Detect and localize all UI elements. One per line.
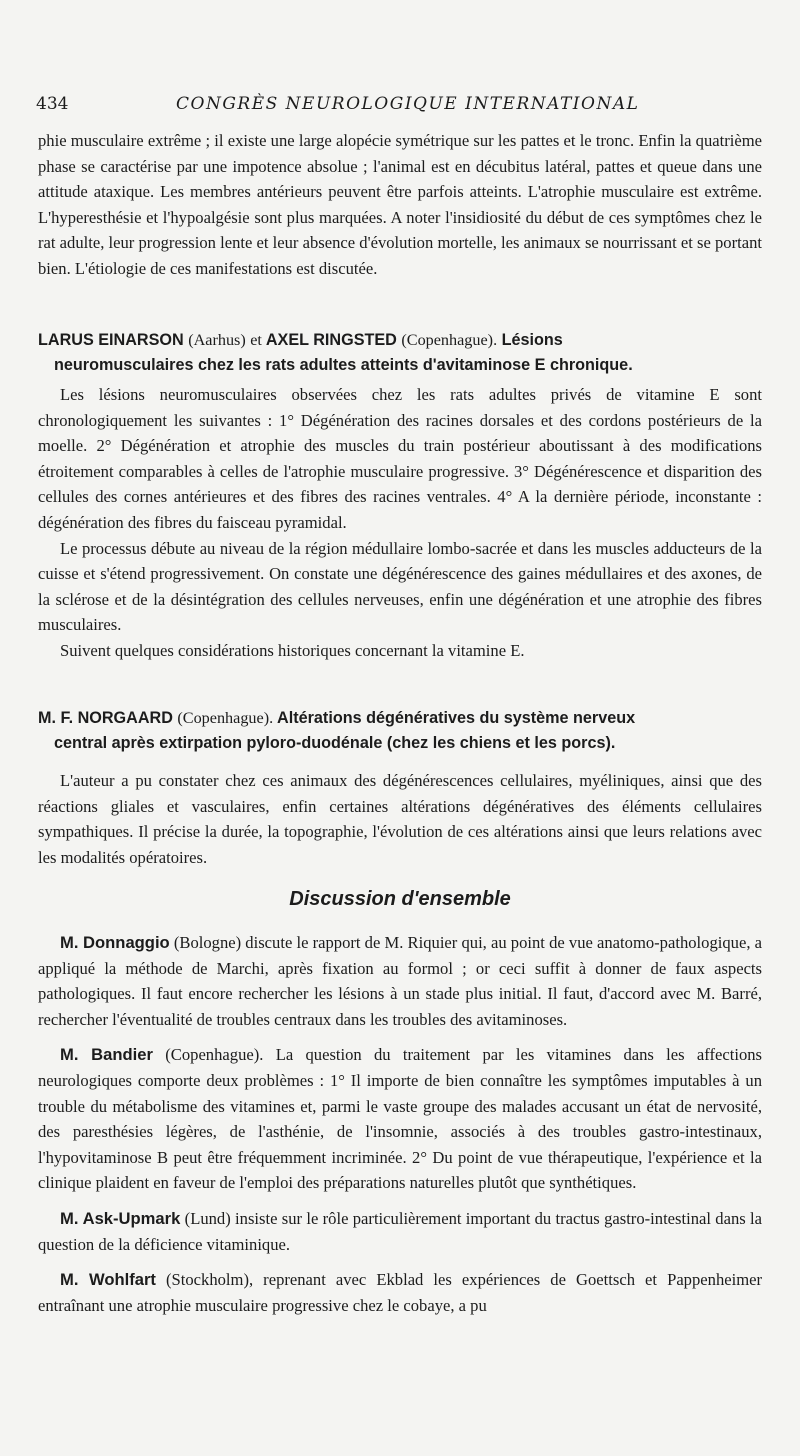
communication-heading: [38, 328, 762, 378]
author-location: (Copenhague).: [401, 331, 498, 349]
discussion-text: (Bologne) discute le rapport de M. Riquier qui, au point de vue anatomo-pathologique, a appliqué la méthode de Marchi, après fixation au formol ; or ceci suffit à donner de faux aspects pathologiques. Il faut encore rechercher les lésions à un stade plus initial. Il faut, d'accord avec M. Barré, rechercher l'éventualité de troubles centraux dans les troubles des avitaminoses.: [38, 933, 762, 1029]
author-conjunction: et: [250, 331, 262, 349]
communication-title: neuromusculaires chez les rats adultes atteints d'avitaminose E chronique.: [54, 356, 633, 374]
communication-norgaard: [38, 706, 762, 870]
running-title: CONGRÈS NEUROLOGIQUE INTERNATIONAL: [176, 94, 640, 114]
communication-title: (chez les chiens et les porcs).: [386, 734, 616, 752]
intro-paragraph: phie musculaire extrême ; il existe une large alopécie symétrique sur les pattes et le tronc. Enfin la quatrième phase se caractérise par une impotence absolue ; l'animal est en décubitus latéral, pattes et queue dans une attitude ataxique. Les membres antérieurs peuvent être parfois atteints. L'atrophie musculaire est extrême. L'hyperesthésie et l'hypoalgésie sont plus marquées. A noter l'insidiosité du début de ces symptômes chez le rat adulte, leur progression lente et leur absence d'évolution mortelle, les animaux se nourrissant et se portant bien. L'étiologie de ces manifestations est discutée.: [38, 131, 762, 278]
author-location: (Copenhague).: [177, 709, 274, 727]
communication-heading: [38, 706, 762, 756]
discussion-entry: [38, 1042, 762, 1196]
body-paragraph: Suivent quelques considérations historiques concernant la vitamine E.: [60, 640, 525, 660]
author-name: AXEL RINGSTED: [265, 331, 397, 349]
discussion-section: [38, 930, 762, 1318]
communication-einarson-ringsted: [38, 328, 762, 664]
intro-section: [38, 128, 762, 282]
discussion-text: (Lund) insiste sur le rôle particulièrement important du tractus gastro-intestinal dans la question de la déficience vitaminique.: [38, 1208, 763, 1254]
speaker-name: M. Ask-Upmark: [60, 1208, 181, 1228]
communication-title: Lésions: [501, 331, 563, 349]
author-location: (Aarhus): [188, 331, 246, 349]
speaker-name: M. Donnaggio: [60, 933, 170, 952]
page-header: [36, 90, 764, 120]
speaker-name: M. Wohlfart: [60, 1270, 156, 1290]
section-title: Discussion d'ensemble: [289, 888, 511, 910]
speaker-name: M. Bandier: [60, 1045, 153, 1065]
body-paragraph: Le processus débute au niveau de la région médullaire lombo-sacrée et dans les muscles adducteurs de la cuisse et s'étend progressivement. On constate une dégénérescence des gaines médullaires et des axones, de la sclérose et de la désintégration des cellules nerveuses, enfin une dégénération et une atrophie des fibres musculaires.: [38, 538, 762, 635]
communication-title: central après extirpation pyloro-duodénale: [54, 734, 383, 752]
discussion-entry: [38, 1267, 762, 1318]
body-paragraph: L'auteur a pu constater chez ces animaux des dégénérescences cellulaires, myéliniques, ainsi que des réactions gliales et vasculaires, enfin certaines altérations dégénératives des éléments cellulaires sympathiques. Il précise la durée, la topographie, l'évolution de ces altérations ainsi que leurs relations avec les modalités opératoires.: [38, 771, 762, 867]
communication-title: Altérations dégénératives du système nerveux: [277, 709, 636, 727]
discussion-text: (Stockholm), reprenant avec Ekblad les expériences de Goettsch et Pappenheimer entraînant une atrophie musculaire progressive chez le cobaye, a pu: [38, 1270, 763, 1315]
author-name: LARUS EINARSON: [38, 331, 184, 349]
discussion-entry: [38, 1206, 762, 1257]
discussion-text: (Copenhague). La question du traitement par les vitamines dans les affections neurologiques comporte deux problèmes : 1° Il importe de bien connaître les symptômes imputables à un trouble du métabolisme des vitamines et, parmi le vaste groupe des malades accusant un état de nervosité, des paresthésies légères, de l'asthénie, de l'insomnie, associés à des troubles gastro-intestinaux, l'hypovitaminose B peut être fréquemment incriminée. 2° Du point de vue thérapeutique, l'expérience et la clinique plaident en faveur de l'emploi des préparations naturelles plutôt que synthétiques.: [38, 1045, 762, 1193]
page-number: 434: [36, 94, 69, 114]
discussion-entry: [38, 930, 762, 1032]
author-name: M. F. NORGAARD: [38, 709, 173, 727]
body-paragraph: Les lésions neuromusculaires observées chez les rats adultes privés de vitamine E sont chronologiquement les suivantes : 1° Dégénération des racines dorsales et des cordons postérieurs de la moelle. 2° Dégénération et atrophie des muscles du train postérieur aboutissant à des modifications étroitement comparables à celles de l'atrophie musculaire progressive. 3° Dégénérescence et disparition des cellules des cornes antérieures et des fibres des racines ventrales. 4° A la dernière période, inconstante : dégénération des fibres du faisceau pyramidal.: [38, 385, 762, 532]
